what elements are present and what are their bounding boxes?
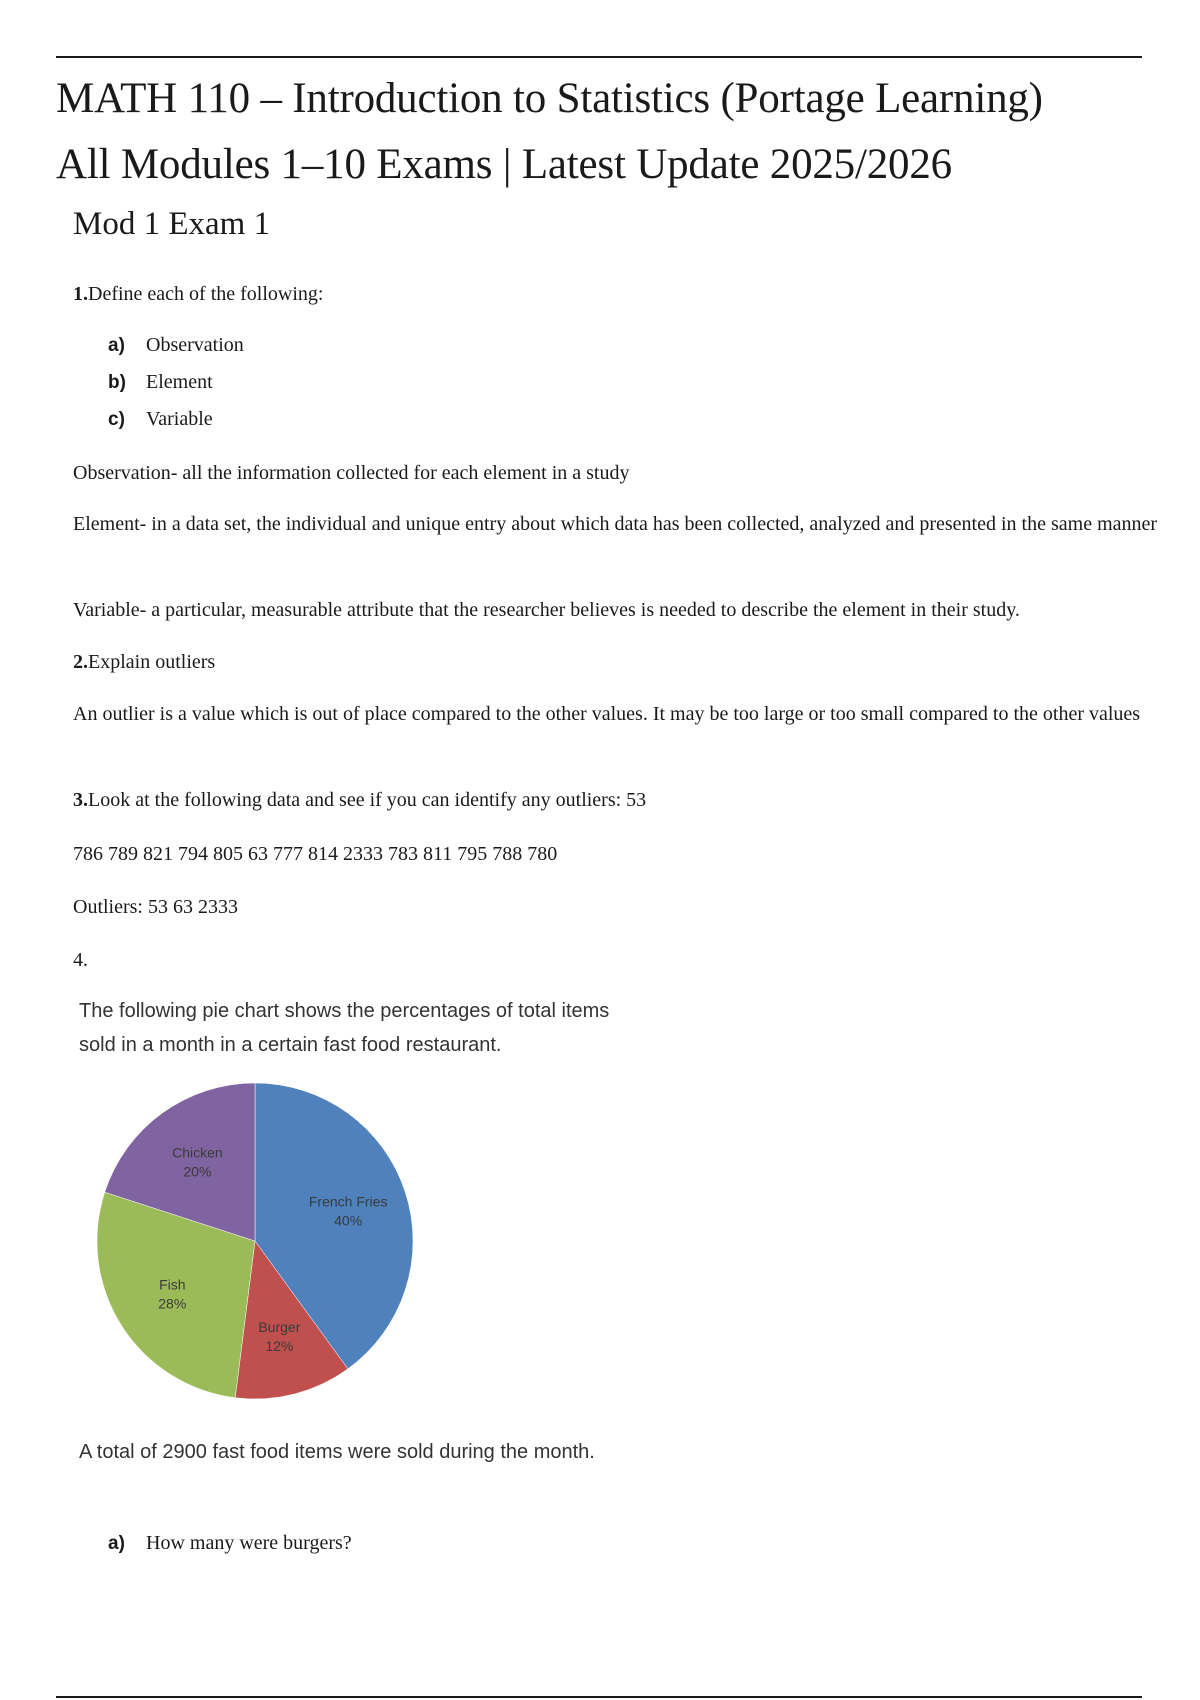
question-3-data: 786 789 821 794 805 63 777 814 2333 783 811 795 788 780 xyxy=(73,843,558,865)
item-letter: c) xyxy=(108,409,125,430)
question-4-item-a xyxy=(108,1532,352,1555)
item-letter: a) xyxy=(108,1533,125,1554)
pie-label-name: French Fries xyxy=(308,1193,388,1210)
answer-element: Element- in a data set, the individual and unique entry about which data has been collected, analyzed and presented in the same manner xyxy=(73,513,1158,535)
item-text: Element xyxy=(146,371,213,393)
item-letter: a) xyxy=(108,335,125,356)
item-text: Variable xyxy=(146,408,213,430)
pie-label-value: 40% xyxy=(334,1212,363,1229)
pie-chart xyxy=(90,1076,420,1406)
question-4-number xyxy=(73,942,88,978)
bottom-rule xyxy=(56,1696,1142,1698)
question-2-number: 2. xyxy=(73,651,88,673)
question-3-number: 3. xyxy=(73,789,88,811)
question-2 xyxy=(73,644,215,680)
question-2-prompt: Explain outliers xyxy=(88,651,216,673)
item-text: Observation xyxy=(146,334,244,356)
pie-label-name: Burger xyxy=(258,1318,301,1335)
item-text: How many were burgers? xyxy=(146,1532,352,1554)
question-1-item-b xyxy=(108,371,213,394)
pie-label-value: 20% xyxy=(183,1163,212,1180)
question-1-item-a xyxy=(108,334,244,357)
item-letter: b) xyxy=(108,372,126,393)
question-3-prompt: Look at the following data and see if you can identify any outliers: 53 xyxy=(88,789,647,811)
question-1-prompt: Define each of the following: xyxy=(88,283,324,305)
exam-heading: Mod 1 Exam 1 xyxy=(73,206,271,242)
pie-label-value: 12% xyxy=(265,1337,294,1354)
question-4-total: A total of 2900 fast food items were sold during the month. xyxy=(79,1441,595,1463)
answer-variable: Variable- a particular, measurable attribute that the researcher believes is needed to describe the element in their study. xyxy=(73,599,1020,621)
question-1 xyxy=(73,276,323,312)
pie-label-name: Chicken xyxy=(172,1144,223,1161)
pie-label-value: 28% xyxy=(158,1295,187,1312)
document-title-line-1: MATH 110 – Introduction to Statistics (Portage Learning) xyxy=(56,75,1043,122)
document-title-line-2: All Modules 1–10 Exams | Latest Update 2025/2026 xyxy=(56,141,952,188)
question-1-number: 1. xyxy=(73,283,88,305)
question-4-number-text: 4. xyxy=(73,949,88,971)
question-3 xyxy=(73,782,646,818)
answer-observation: Observation- all the information collected for each element in a study xyxy=(73,462,630,484)
pie-label-name: Fish xyxy=(159,1276,186,1293)
question-1-item-c xyxy=(108,408,213,431)
answer-outliers: An outlier is a value which is out of place compared to the other values. It may be too large or too small compared to the other values xyxy=(73,703,1141,725)
pie-chart-svg xyxy=(90,1076,420,1406)
question-4-intro: The following pie chart shows the percentages of total items sold in a month in a certain fast food restaurant. xyxy=(79,1000,610,1056)
top-rule xyxy=(56,56,1142,58)
question-3-answer: Outliers: 53 63 2333 xyxy=(73,896,238,918)
